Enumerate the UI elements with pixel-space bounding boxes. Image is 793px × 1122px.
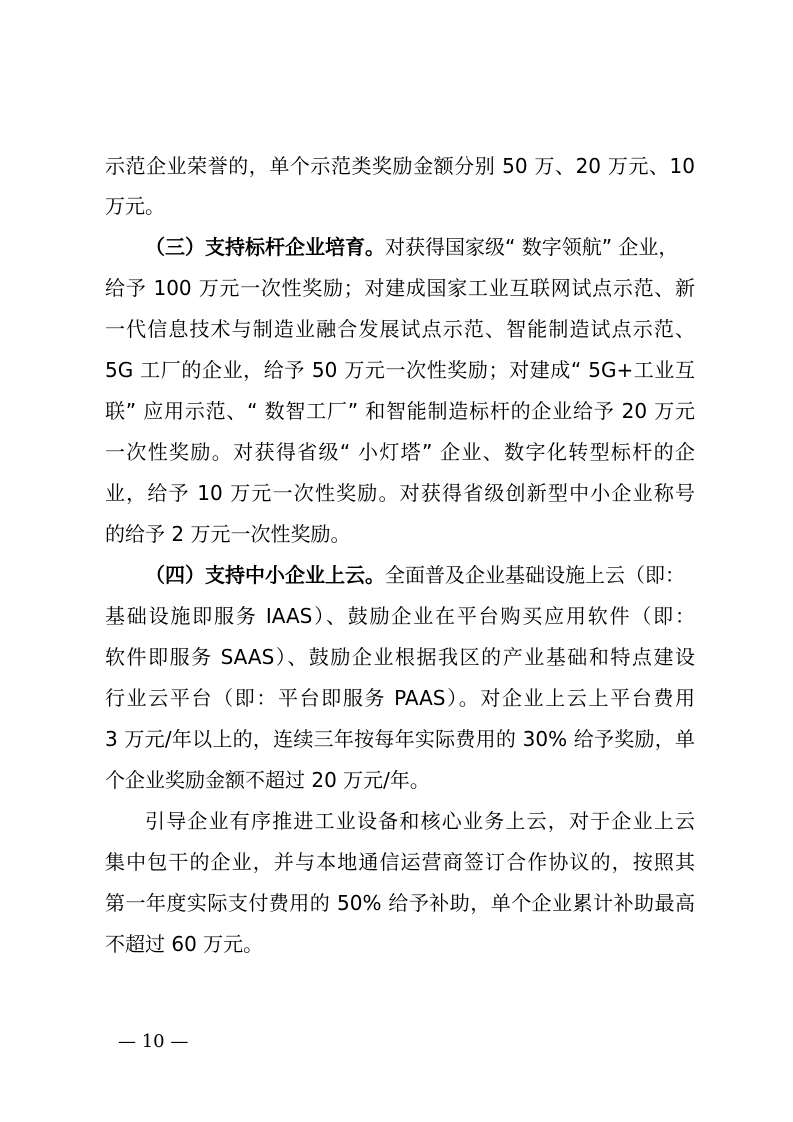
paragraph-1-line-2: 万元。 [105,194,165,218]
paragraph-2-line-8: 的给予 2 万元一次性奖励。 [105,522,351,546]
paragraph-2-line-6: 一次性奖励。对获得省级“ 小灯塔” 企业、数字化转型标杆的企 [105,440,695,464]
section-heading-3: （三）支持标杆企业培育。 [145,235,385,259]
paragraph-3-line-3: 软件即服务 SAAS）、鼓励企业根据我区的产业基础和特点建设 [105,645,695,669]
paragraph-2-line-7: 业，给予 10 万元一次性奖励。对获得省级创新型中小企业称号 [105,481,695,505]
paragraph-3-line-4: 行业云平台（即：平台即服务 PAAS）。对企业上云上平台费用 [105,686,695,710]
paragraph-3-line-1 [145,555,695,595]
paragraph-4-line-2: 集中包干的企业，并与本地通信运营商签订合作协议的，按照其 [105,850,695,874]
paragraph-2-line-3: 一代信息技术与制造业融合发展试点示范、智能制造试点示范、 [105,317,695,341]
paragraph-2-text-1: 对获得国家级“ 数字领航” 企业， [385,235,679,259]
section-heading-4: （四）支持中小企业上云。 [145,563,385,587]
paragraph-3-line-6: 个企业奖励金额不超过 20 万元/年。 [105,768,430,792]
paragraph-2-line-4: 5G 工厂的企业，给予 50 万元一次性奖励；对建成“ 5G+工业互 [105,358,695,382]
paragraph-1-line-1: 示范企业荣誉的，单个示范类奖励金额分别 50 万、20 万元、10 [105,154,695,178]
paragraph-4-line-1: 引导企业有序推进工业设备和核心业务上云，对于企业上云 [145,809,695,833]
paragraph-4-line-4: 不超过 60 万元。 [105,932,264,956]
paragraph-2-line-1 [145,227,695,267]
paragraph-2-line-2: 给予 100 万元一次性奖励；对建成国家工业互联网试点示范、新 [105,276,695,300]
paragraph-4-line-3: 第一年度实际支付费用的 50% 给予补助，单个企业累计补助最高 [105,891,695,915]
page-number: — 10 — [118,1031,189,1052]
paragraph-3-line-5: 3 万元/年以上的，连续三年按每年实际费用的 30% 给予奖励，单 [105,727,695,751]
paragraph-3-text-1: 全面普及企业基础设施上云（即： [385,563,685,587]
paragraph-3-line-2: 基础设施即服务 IAAS）、鼓励企业在平台购买应用软件（即： [105,604,695,628]
paragraph-2-line-5: 联” 应用示范、“ 数智工厂” 和智能制造标杆的企业给予 20 万元 [105,399,695,423]
